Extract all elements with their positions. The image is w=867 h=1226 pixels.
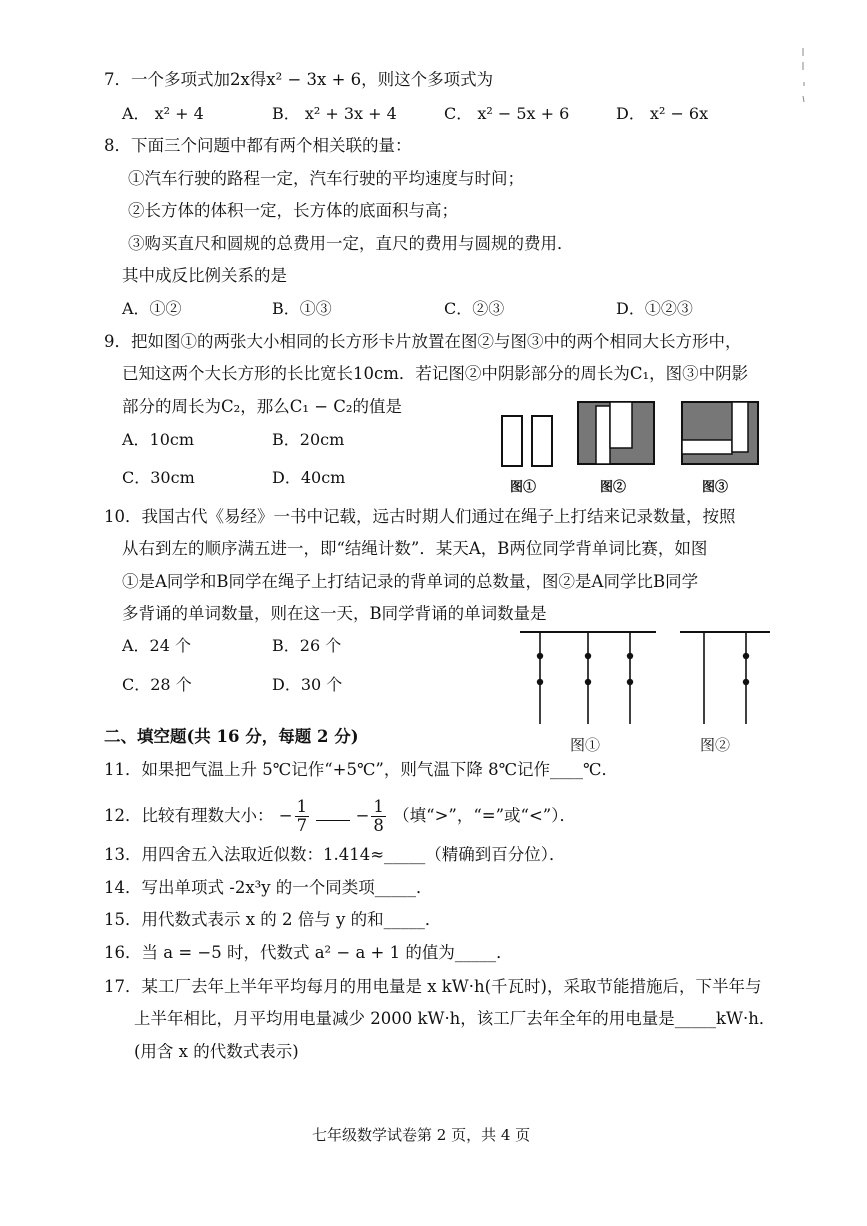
q8-option-d: D．①②③ [616, 299, 693, 318]
q14: 14．写出单项式 -2x³y 的一个同类项_____． [104, 878, 433, 897]
q13: 13．用四舍五入法取近似数：1.414≈_____（精确到百分位）． [104, 845, 566, 864]
knot [585, 653, 591, 659]
minus-sign: − [278, 806, 293, 825]
q10-option-c: C．28 个 [122, 675, 192, 694]
q9-option-b: B．20cm [272, 430, 345, 449]
q16: 16．当 a = −5 时，代数式 a² − a + 1 的值为_____． [104, 943, 513, 962]
knot [743, 679, 749, 685]
q8-item-3: ③购买直尺和圆规的总费用一定，直尺的费用与圆规的费用． [128, 234, 574, 253]
q9-caption-2: 图② [600, 480, 627, 495]
q9-caption-1: 图① [510, 480, 537, 495]
q10-line-2: 从右到左的顺序满五进一，即“结绳计数”．某天A，B两位同学背单词比赛，如图 [122, 539, 708, 558]
q9-figure-2 [576, 400, 656, 470]
knot [585, 679, 591, 685]
q17-line-3: (用含 x 的代数式表示) [134, 1042, 299, 1061]
fraction-1-denominator: 7 [296, 816, 308, 835]
knot [743, 653, 749, 659]
q9-figure-1 [500, 410, 560, 470]
q10-line-3: ①是A同学和B同学在绳子上打结记录的背单词的总数量，图②是A同学比B同学 [122, 572, 699, 591]
card-horizontal [610, 402, 632, 448]
q7-option-b: B． x² + 3x + 4 [272, 104, 397, 123]
minus-sign: − [355, 806, 370, 825]
q12-suffix: （填“>”，“=”或“<”）． [393, 806, 576, 825]
q10-caption-1: 图① [570, 736, 601, 754]
q9-option-c: C．30cm [122, 468, 195, 487]
q12 [104, 798, 576, 838]
q10-figure-2 [680, 628, 780, 728]
q9-caption-3: 图③ [702, 480, 729, 495]
card-left [502, 416, 522, 466]
q8-option-b: B．①③ [272, 299, 332, 318]
knot [627, 653, 633, 659]
q10-line-4: 多背诵的单词数量，则在这一天，B同学背诵的单词数量是 [122, 604, 547, 623]
q9-option-d: D．40cm [272, 468, 346, 487]
card-vertical [732, 402, 748, 452]
q9-line-3: 部分的周长为C₂，那么C₁ − C₂的值是 [122, 397, 403, 416]
q9-line-2: 已知这两个大长方形的长比宽长10cm．若记图②中阴影部分的周长为C₁，图③中阴影 [122, 364, 749, 383]
card-horizontal [682, 440, 732, 454]
knot [537, 653, 543, 659]
q7-option-d: D． x² − 6x [616, 104, 709, 123]
knot [537, 679, 543, 685]
q10-line-1: 10．我国古代《易经》一书中记载，远古时期人们通过在绳子上打结来记录数量，按照 [104, 507, 736, 526]
q7-stem: 7．一个多项式加2x得x² − 3x + 6，则这个多项式为 [104, 70, 494, 89]
page-footer: 七年级数学试卷第 2 页，共 4 页 [312, 1126, 531, 1144]
section-2-title: 二、填空题(共 16 分，每题 2 分) [104, 727, 359, 746]
q11: 11．如果把气温上升 5℃记作“+5℃”，则气温下降 8℃记作____℃． [104, 760, 619, 779]
q7-option-c: C． x² − 5x + 6 [444, 104, 570, 123]
q8-ask: 其中成反比例关系的是 [122, 266, 287, 285]
card-vertical [596, 406, 610, 464]
q8-option-c: C．②③ [444, 299, 505, 318]
q10-figure-1 [520, 628, 660, 728]
fraction-2-numerator: 1 [373, 797, 384, 816]
q9-option-a: A．10cm [122, 430, 195, 449]
q15: 15．用代数式表示 x 的 2 倍与 y 的和_____． [104, 910, 442, 929]
fraction-1 [295, 798, 310, 835]
q17-line-2: 上半年相比，月平均用电量减少 2000 kW·h，该工厂去年全年的用电量是_____kW·h． [134, 1009, 776, 1028]
q9-line-1: 9．把如图①的两张大小相同的长方形卡片放置在图②与图③中的两个相同大长方形中， [104, 332, 742, 351]
q10-option-d: D．30 个 [272, 675, 343, 694]
card-right [532, 416, 552, 466]
q17-line-1: 17．某工厂去年上半年平均每月的用电量是 x kW·h(千瓦时)，采取节能措施后，下半年与 [104, 977, 762, 996]
q12-answer-blank [316, 804, 350, 821]
fraction-2 [371, 798, 386, 835]
q9-figure-3 [680, 400, 760, 470]
fraction-1-numerator: 1 [296, 797, 308, 816]
q8-item-2: ②长方体的体积一定，长方体的底面积与高； [128, 201, 458, 220]
q8-stem: 8．下面三个问题中都有两个相关联的量： [104, 136, 412, 155]
q12-prefix: 12．比较有理数大小： [104, 806, 274, 825]
q10-option-a: A．24 个 [122, 636, 192, 655]
q10-option-b: B．26 个 [272, 636, 342, 655]
q7-option-a: A． x² + 4 [122, 104, 204, 123]
fraction-2-denominator: 8 [373, 816, 384, 835]
knot [627, 679, 633, 685]
q8-option-a: A．①② [122, 299, 182, 318]
q10-caption-2: 图② [700, 736, 731, 754]
q8-item-1: ①汽车行驶的路程一定，汽车行驶的平均速度与时间； [128, 169, 524, 188]
